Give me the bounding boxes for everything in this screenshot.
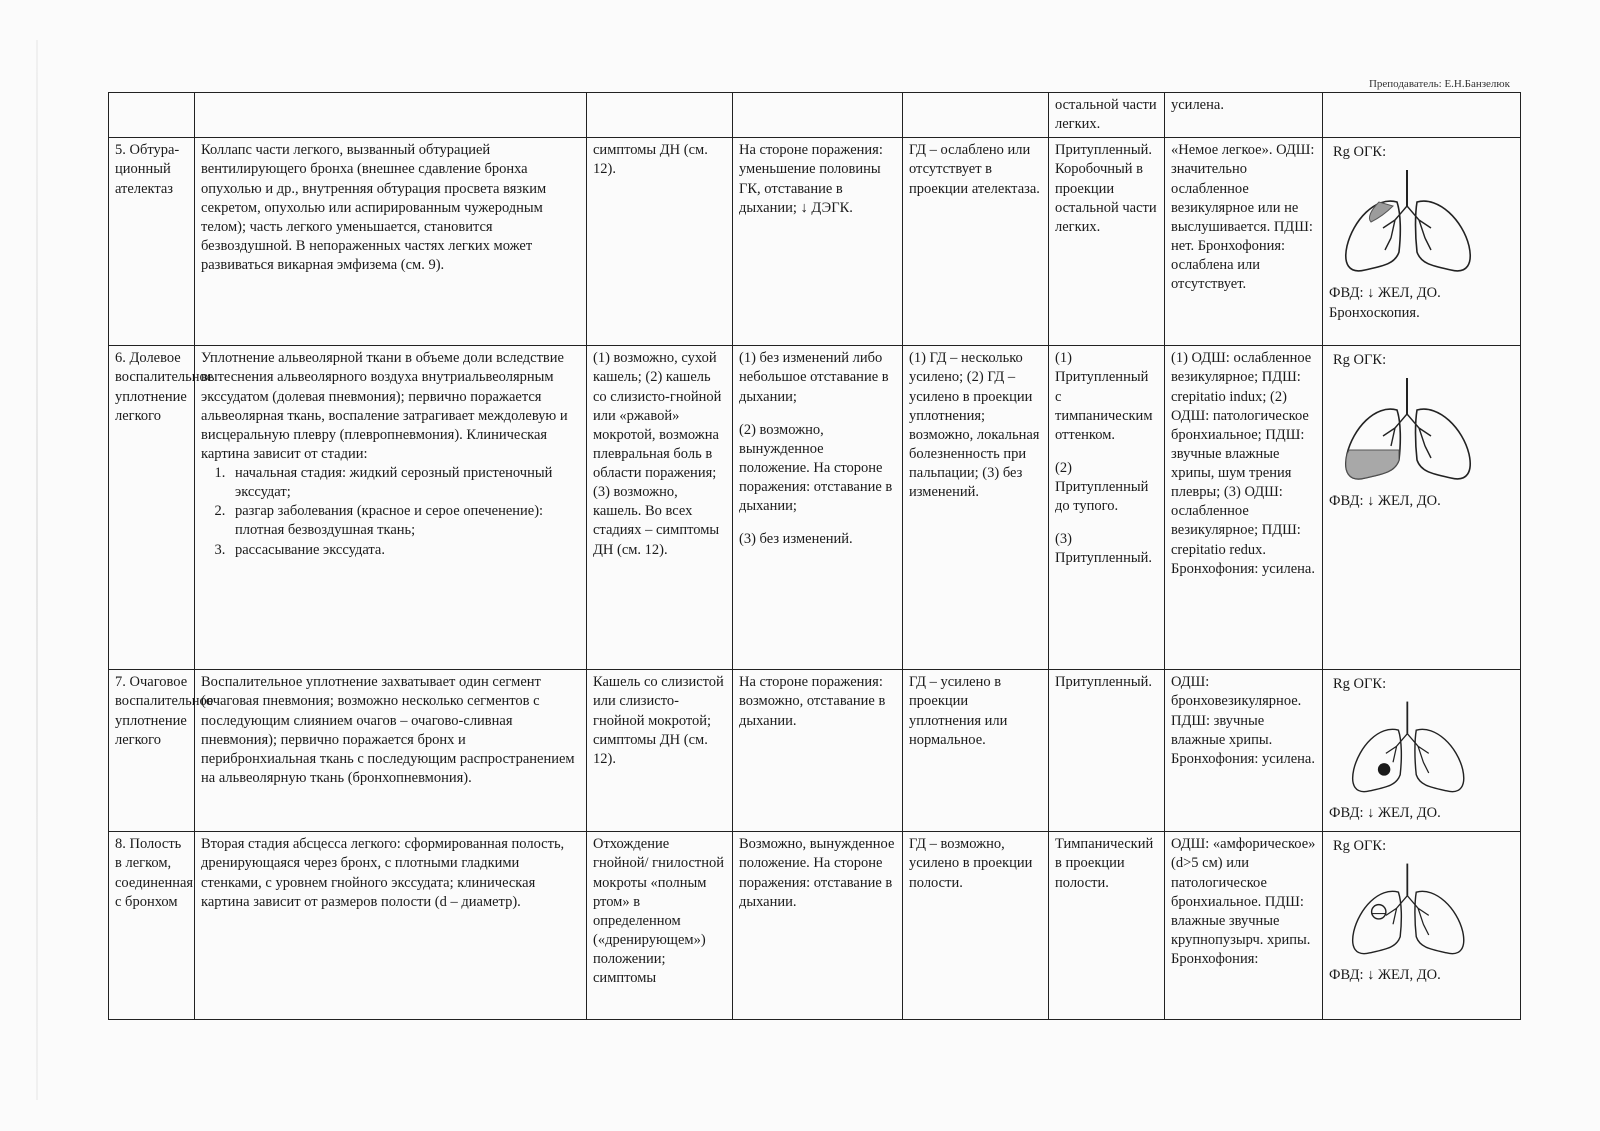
page-edge xyxy=(36,40,38,1100)
cell-complaints xyxy=(587,93,733,138)
cell-rg xyxy=(1323,346,1521,670)
findings-table xyxy=(108,92,1521,1020)
description-text: Уплотнение альвеолярной ткани в объеме доли вследствие вытеснения альвеолярного воздуха внутриальвеолярным экссудатом (долевая пневмония); первично поражается альвеолярная ткань, воспаление затрагивает междолевую и висцеральную плевру (плевропневмония). Клиническая картина зависит от стадии: xyxy=(201,350,568,462)
cell-description: Вторая стадия абсцесса легкого: сформированная полость, дренирующаяся через бронх, с плотными гладкими стенками, с уровнем гнойного экссудата; клиническая картина зависит от размеров полости (d – диаметр). xyxy=(195,832,587,1020)
cell-rg xyxy=(1323,832,1521,1020)
cell-inspection xyxy=(733,346,903,670)
cell-auscultation: ОДШ: «амфорическое» (d>5 см) или патологическое бронхиальное. ПДШ: влажные звучные крупнопузырч. хрипы. Бронхофония: xyxy=(1165,832,1323,1020)
lung-xray-icon xyxy=(1335,166,1485,278)
inspection-stage: (2) возможно, вынужденное положение. На стороне поражения: отставание в дыхании; xyxy=(739,421,893,515)
cell-inspection xyxy=(733,93,903,138)
cell-palpation: ГД – ослаблено или отсутствует в проекции ателектаза. xyxy=(903,138,1049,346)
cell-complaints: (1) возможно, сухой кашель; (2) кашель со слизисто-гнойной или «ржавой» мокротой, возможна плевральная боль в области поражения; (3) возможно, кашель. Во всех стадиях – симптомы ДН (см. 12). xyxy=(587,346,733,670)
cell-percussion: Притупленный. Коробочный в проекции остальной части легких. xyxy=(1049,138,1165,346)
cell-name: 6. Долевое воспалительное уплотнение легкого xyxy=(109,346,195,670)
percussion-stage: (1) Притупленный с тимпаническим оттенком. xyxy=(1055,350,1153,443)
rg-label: Rg ОГК: xyxy=(1333,352,1387,369)
cell-description: Воспалительное уплотнение захватывает один сегмент (очаговая пневмония; возможно несколько сегментов с последующим слиянием очагов – очагово-сливная пневмония); первично поражается бронх и перибронхиальная ткань с последующим распространением на альвеолярную ткань (бронхопневмония). xyxy=(195,670,587,832)
cell-rg xyxy=(1323,138,1521,346)
cell-name: 5. Обтура-ционный ателектаз xyxy=(109,138,195,346)
cell-inspection: Возможно, вынужденное положение. На стороне поражения: отставание в дыхании. xyxy=(733,832,903,1020)
stage-list xyxy=(201,464,580,560)
cell-palpation: ГД – усилено в проекции уплотнения или нормальное. xyxy=(903,670,1049,832)
lung-xray-icon xyxy=(1335,374,1485,486)
cell-palpation: (1) ГД – несколько усилено; (2) ГД – усилено в проекции уплотнения; возможно, локальная болезненность при пальпации; (3) без изменений. xyxy=(903,346,1049,670)
rg-label: Rg ОГК: xyxy=(1333,676,1387,693)
cell-complaints: Отхождение гнойной/ гнилостной мокроты «полным ртом» в определенном («дренирующем») положении; симптомы xyxy=(587,832,733,1020)
lung-xray-icon xyxy=(1335,860,1485,960)
cell-auscultation: (1) ОДШ: ослабленное везикулярное; ПДШ: crepitatio indux; (2) ОДШ: патологическое бронхиальное; ПДШ: звучные влажные хрипы, шум трения плевры; (3) ОДШ: ослабленное везикулярное; ПДШ: crepitatio redux. Бронхофония: усилена. xyxy=(1165,346,1323,670)
cell-inspection: На стороне поражения: возможно, отставание в дыхании. xyxy=(733,670,903,832)
teacher-label: Преподаватель: Е.Н.Банзелюк xyxy=(1368,78,1510,90)
cell-complaints: симптомы ДН (см. 12). xyxy=(587,138,733,346)
inspection-stage: (3) без изменений. xyxy=(739,531,853,548)
cell-description: Коллапс части легкого, вызванный обтурацией вентилирующего бронха (внешнее сдавление бронха опухолью и др., внутренняя обтурация просвета вязким секретом, опухолью или аспирированным чужеродным телом); часть легкого уменьшается, становится безвоздушной. В непораженных частях легких может развиваться викарная эмфизема (см. 9). xyxy=(195,138,587,346)
percussion-stage: (2) Притупленный до тупого. xyxy=(1055,459,1149,515)
table-row xyxy=(109,138,1521,346)
table-row xyxy=(109,670,1521,832)
cell-name: 7. Очаговое воспалительное уплотнение легкого xyxy=(109,670,195,832)
stage-item: 2. разгар заболевания (красное и серое опеченение): плотная безвоздушная ткань; xyxy=(229,502,580,540)
fvd-text: ФВД: ↓ ЖЕЛ, ДО. xyxy=(1329,805,1441,822)
table-row xyxy=(109,93,1521,138)
percussion-stage: (3) Притупленный. xyxy=(1055,531,1152,567)
fvd-text: ФВД: ↓ ЖЕЛ, ДО. xyxy=(1329,493,1441,510)
cell-inspection: На стороне поражения: уменьшение половины ГК, отставание в дыхании; ↓ ДЭГК. xyxy=(733,138,903,346)
cell-name xyxy=(109,93,195,138)
cell-rg xyxy=(1323,670,1521,832)
cell-complaints: Кашель со слизистой или слизисто-гнойной мокротой; симптомы ДН (см. 12). xyxy=(587,670,733,832)
stage-item: 3. рассасывание экссудата. xyxy=(229,541,580,560)
rg-label: Rg ОГК: xyxy=(1333,144,1387,161)
cell-percussion: Притупленный. xyxy=(1049,670,1165,832)
cell-percussion xyxy=(1049,346,1165,670)
fvd-text: ФВД: ↓ ЖЕЛ, ДО. Бронхоскопия. xyxy=(1329,285,1441,321)
table-row xyxy=(109,346,1521,670)
cell-auscultation: «Немое легкое». ОДШ: значительно ослабленное везикулярное или не выслушивается. ПДШ: нет. Бронхофония: ослаблена или отсутствует. xyxy=(1165,138,1323,346)
cell-palpation xyxy=(903,93,1049,138)
cell-description xyxy=(195,93,587,138)
lung-xray-icon xyxy=(1335,698,1485,798)
rg-label: Rg ОГК: xyxy=(1333,838,1387,855)
cell-palpation: ГД – возможно, усилено в проекции полости. xyxy=(903,832,1049,1020)
table-row xyxy=(109,832,1521,1020)
fvd-text: ФВД: ↓ ЖЕЛ, ДО. xyxy=(1329,967,1441,984)
inspection-stage: (1) без изменений либо небольшое отставание в дыхании; xyxy=(739,350,889,405)
cell-percussion: Тимпанический в проекции полости. xyxy=(1049,832,1165,1020)
cell-auscultation: ОДШ: бронховезикулярное. ПДШ: звучные влажные хрипы. Бронхофония: усилена. xyxy=(1165,670,1323,832)
cell-percussion: остальной части легких. xyxy=(1049,93,1165,138)
stage-item: 1. начальная стадия: жидкий серозный пристеночный экссудат; xyxy=(229,464,580,502)
cell-name: 8. Полость в легком, соединенная с бронхом xyxy=(109,832,195,1020)
cell-rg xyxy=(1323,93,1521,138)
cell-description xyxy=(195,346,587,670)
cell-auscultation: усилена. xyxy=(1165,93,1323,138)
